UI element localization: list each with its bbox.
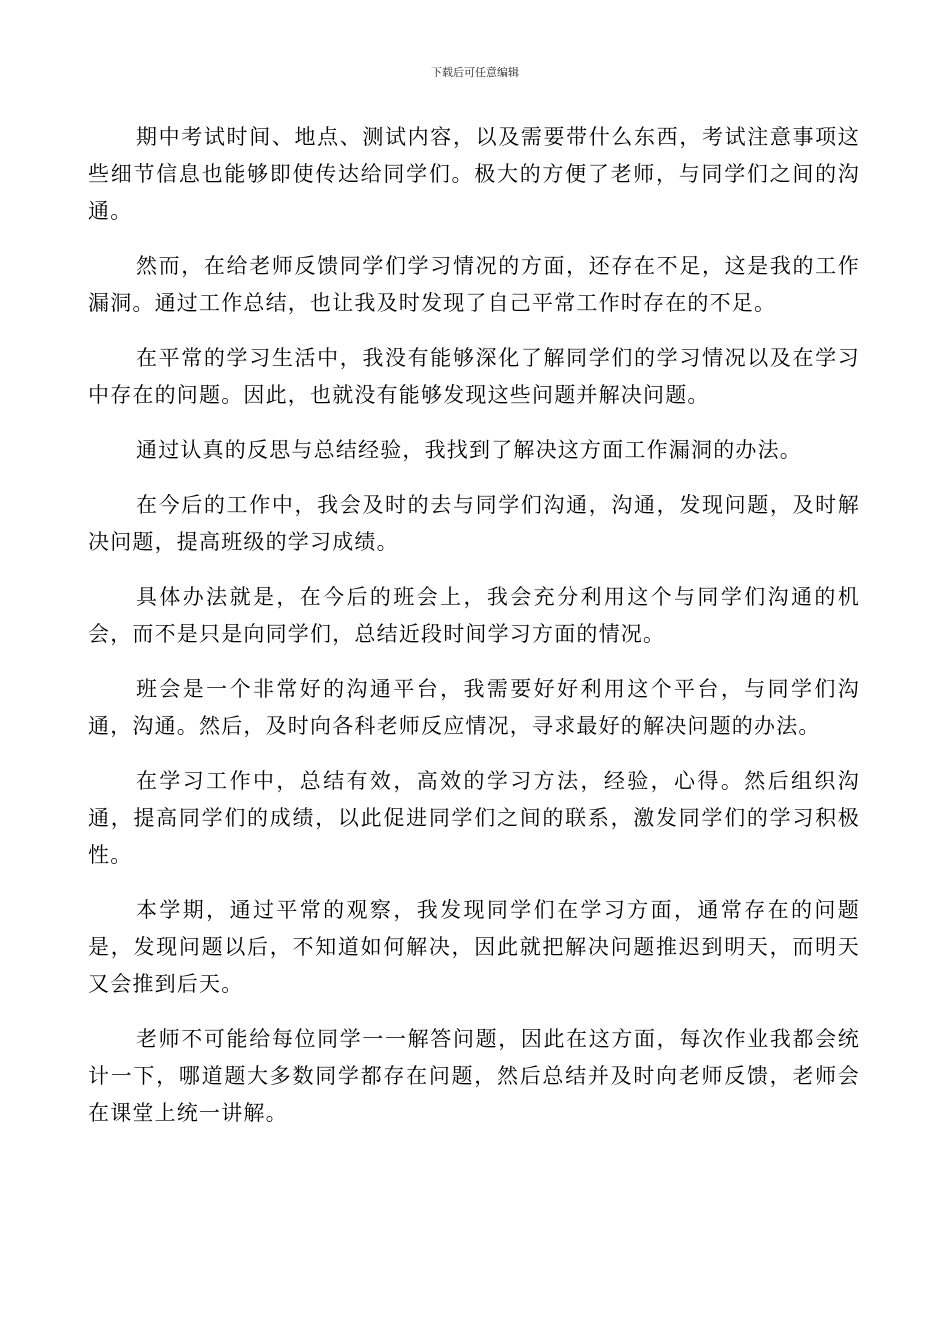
paragraph-6: 具体办法就是，在今后的班会上，我会充分利用这个与同学们沟通的机会，而不是只是向同学们，总结近段时间学习方面的情况。 <box>88 585 860 646</box>
paragraph-10: 老师不可能给每位同学一一解答问题，因此在这方面，每次作业我都会统计一下，哪道题大多数同学都存在问题，然后总结并及时向老师反馈，老师会在课堂上统一讲解。 <box>88 1027 860 1125</box>
paragraph-8: 在学习工作中，总结有效，高效的学习方法，经验，心得。然后组织沟通，提高同学们的成绩，以此促进同学们之间的联系，激发同学们的学习积极性。 <box>88 769 860 867</box>
document-body <box>88 119 860 1150</box>
paragraph-5: 在今后的工作中，我会及时的去与同学们沟通，沟通，发现问题，及时解决问题，提高班级的学习成绩。 <box>88 493 860 554</box>
paragraph-2: 然而，在给老师反馈同学们学习情况的方面，还存在不足，这是我的工作漏洞。通过工作总结，也让我及时发现了自己平常工作时存在的不足。 <box>88 254 860 315</box>
paragraph-1: 期中考试时间、地点、测试内容，以及需要带什么东西，考试注意事项这些细节信息也能够即使传达给同学们。极大的方便了老师，与同学们之间的沟通。 <box>88 125 860 223</box>
paragraph-4: 通过认真的反思与总结经验，我找到了解决这方面工作漏洞的办法。 <box>136 438 802 462</box>
paragraph-7: 班会是一个非常好的沟通平台，我需要好好利用这个平台，与同学们沟通，沟通。然后，及时向各科老师反应情况，寻求最好的解决问题的办法。 <box>88 677 860 738</box>
paragraph-9: 本学期，通过平常的观察，我发现同学们在学习方面，通常存在的问题是，发现问题以后，不知道如何解决，因此就把解决问题推迟到明天，而明天又会推到后天。 <box>88 898 860 996</box>
header-note: 下载后可任意编辑 <box>431 66 519 79</box>
paragraph-3: 在平常的学习生活中，我没有能够深化了解同学们的学习情况以及在学习中存在的问题。因此，也就没有能够发现这些问题并解决问题。 <box>88 346 860 407</box>
